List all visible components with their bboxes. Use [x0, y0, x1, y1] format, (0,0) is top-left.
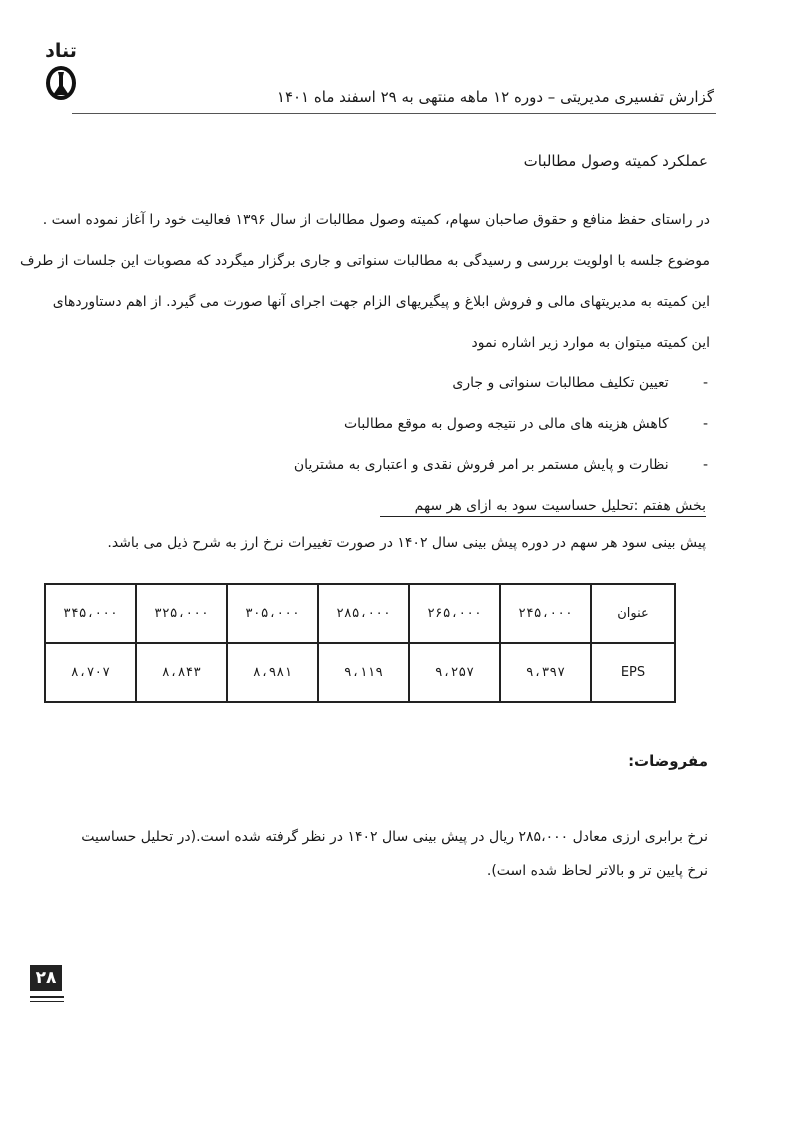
- logo-emblem-icon: [44, 64, 78, 102]
- table-cell: ۲۴۵،۰۰۰: [500, 584, 591, 643]
- list-item: [280, 368, 708, 409]
- company-logo: [40, 40, 82, 106]
- table-cell: ۲۸۵،۰۰۰: [318, 584, 409, 643]
- section-title: عملکرد کمیته وصول مطالبات: [523, 152, 708, 170]
- section7-title: بخش هفتم :تحلیل حساسیت سود به ازای هر سهم: [380, 496, 706, 517]
- table-row: [45, 584, 675, 643]
- page-number: ۲۸: [30, 965, 62, 991]
- paragraph-line: در راستای حفظ منافع و حقوق صاحبان سهام، کمیته وصول مطالبات از سال ۱۳۹۶ فعالیت خود را آغاز نموده است .: [42, 212, 710, 228]
- report-header-title: گزارش تفسیری مدیریتی – دوره ۱۲ ماهه منتهی به ۲۹ اسفند ماه ۱۴۰۱: [276, 88, 714, 106]
- bullet-dash: -: [702, 457, 708, 473]
- bullet-dash: -: [702, 416, 708, 432]
- table-cell: ۳۰۵،۰۰۰: [227, 584, 318, 643]
- logo-wordmark: تناد: [45, 40, 77, 62]
- assumptions-text: [70, 820, 708, 888]
- table-cell: ۸،۸۴۳: [136, 643, 227, 702]
- table-row: [45, 643, 675, 702]
- table-cell: ۲۶۵،۰۰۰: [409, 584, 500, 643]
- table-cell: ۸،۷۰۷: [45, 643, 136, 702]
- table-cell: ۳۴۵،۰۰۰: [45, 584, 136, 643]
- bullet-dash: -: [702, 375, 708, 391]
- eps-sensitivity-table: [44, 583, 676, 703]
- list-item-text: نظارت و پایش مستمر بر امر فروش نقدی و اعتباری به مشتریان: [293, 457, 669, 473]
- list-item: [280, 409, 708, 450]
- list-item: [280, 450, 708, 491]
- achievements-list: [280, 368, 708, 491]
- row-header: EPS: [591, 643, 675, 702]
- page-number-rule: [30, 1001, 64, 1002]
- page-number-rule: [30, 996, 64, 998]
- paragraph-line: موضوع جلسه با اولویت بررسی و رسیدگی به مطالبات سنواتی و جاری برگزار میگردد که مصوبات این جلسات از طرف: [20, 253, 710, 269]
- section7-intro: پیش بینی سود هر سهم در دوره پیش بینی سال ۱۴۰۲ در صورت تغییرات نرخ ارز به شرح ذیل می باشد.: [107, 535, 706, 551]
- assumptions-line: نرخ برابری ارزی معادل ۲۸۵،۰۰۰ ریال در پیش بینی سال ۱۴۰۲ در نظر گرفته شده است.(در تحلیل حساسیت: [81, 829, 708, 845]
- row-header: عنوان: [591, 584, 675, 643]
- list-item-text: کاهش هزینه های مالی در نتیجه وصول به موقع مطالبات: [343, 416, 669, 432]
- header-divider: [72, 113, 716, 114]
- assumptions-title: مفروضات:: [628, 752, 708, 770]
- table-cell: ۹،۱۱۹: [318, 643, 409, 702]
- paragraph-line: این کمیته میتوان به موارد زیر اشاره نمود: [471, 335, 710, 351]
- table-cell: ۸،۹۸۱: [227, 643, 318, 702]
- table-cell: ۹،۳۹۷: [500, 643, 591, 702]
- table-cell: ۳۲۵،۰۰۰: [136, 584, 227, 643]
- committee-paragraph: [20, 200, 710, 364]
- table-cell: ۹،۲۵۷: [409, 643, 500, 702]
- paragraph-line: این کمیته به مدیریتهای مالی و فروش ابلاغ و پیگیریهای الزام جهت اجرای آنها صورت می گیرد. از اهم دستاوردهای: [52, 294, 710, 310]
- assumptions-line: نرخ پایین تر و بالاتر لحاظ شده است).: [486, 863, 708, 879]
- list-item-text: تعیین تکلیف مطالبات سنواتی و جاری: [452, 375, 669, 391]
